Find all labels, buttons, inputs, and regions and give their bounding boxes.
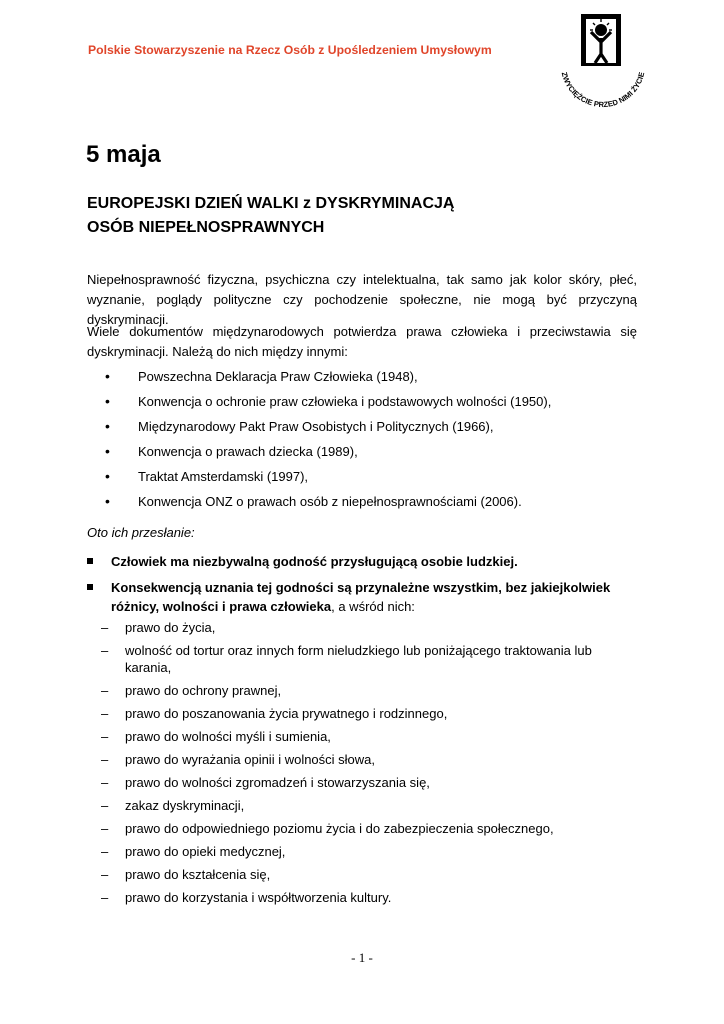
- dash-icon: –: [101, 706, 109, 721]
- document-label: Konwencja o prawach dziecka (1989),: [138, 444, 358, 459]
- right-label: prawo do wolności zgromadzeń i stowarzyszania się,: [125, 775, 430, 790]
- intro-paragraph: Niepełnosprawność fizyczna, psychiczna czy intelektualna, tak samo jak kolor skóry, płeć, wyznanie, poglądy polityczne czy pochodzenie społeczne, nie mogą być przyczyną dyskryminacji.: [87, 272, 637, 327]
- message-intro: Oto ich przesłanie:: [87, 525, 195, 540]
- dash-icon: –: [101, 798, 109, 813]
- bullet-icon: •: [105, 493, 110, 509]
- rights-list: [87, 619, 635, 912]
- list-item: [87, 619, 635, 636]
- list-item: [87, 439, 551, 464]
- bullet-icon: •: [105, 443, 110, 459]
- bullet-icon: •: [105, 393, 110, 409]
- document-label: Konwencja o ochronie praw człowieka i podstawowych wolności (1950),: [138, 394, 552, 409]
- message-text: Człowiek ma niezbywalną godność przysługującą osobie ludzkiej.: [111, 554, 518, 569]
- list-item: [87, 751, 635, 768]
- document-label: Międzynarodowy Pakt Praw Osobistych i Politycznych (1966),: [138, 419, 494, 434]
- list-item: [87, 774, 635, 791]
- svg-text:ZWYCIĘŻCIE PRZED NIMI ŻYCIE: [560, 71, 647, 109]
- square-bullet-icon: [87, 584, 93, 590]
- right-label: wolność od tortur oraz innych form nieludzkiego lub poniżającego traktowania lub karania,: [125, 643, 592, 675]
- document-label: Konwencja ONZ o prawach osób z niepełnosprawnościami (2006).: [138, 494, 522, 509]
- list-item: [87, 364, 551, 389]
- right-label: zakaz dyskryminacji,: [125, 798, 245, 813]
- dash-icon: –: [101, 821, 109, 836]
- organization-name: Polskie Stowarzyszenie na Rzecz Osób z Upośledzeniem Umysłowym: [88, 43, 492, 57]
- document-label: Traktat Amsterdamski (1997),: [138, 469, 309, 484]
- documents-list: [87, 364, 551, 514]
- documents-paragraph: Wiele dokumentów międzynarodowych potwierdza prawa człowieka i przeciwstawia się dyskryminacji. Należą do nich między innymi:: [87, 324, 637, 359]
- list-item: [87, 820, 635, 837]
- square-bullet-icon: [87, 558, 93, 564]
- right-label: prawo do odpowiedniego poziomu życia i do zabezpieczenia społecznego,: [125, 821, 554, 836]
- document-label: Powszechna Deklaracja Praw Człowieka (1948),: [138, 369, 418, 384]
- list-item: [87, 389, 551, 414]
- list-item: [87, 682, 635, 699]
- right-label: prawo do poszanowania życia prywatnego i rodzinnego,: [125, 706, 448, 721]
- message-item-rights: [87, 578, 647, 616]
- dash-icon: –: [101, 775, 109, 790]
- right-label: prawo do korzystania i współtworzenia kultury.: [125, 890, 392, 905]
- right-label: prawo do życia,: [125, 620, 216, 635]
- page-number: - 1 -: [351, 950, 373, 965]
- right-label: prawo do kształcenia się,: [125, 867, 271, 882]
- list-item: [87, 843, 635, 860]
- message-text-bold: Konsekwencją uznania tej godności są przynależne wszystkim, bez jakiejkolwiek różnicy, wolności i prawa człowieka: [111, 580, 611, 614]
- dash-icon: –: [101, 643, 109, 658]
- message-text-rest: , a wśród nich:: [331, 599, 415, 614]
- dash-icon: –: [101, 683, 109, 698]
- logo-motto: ZWYCIĘŻCIE PRZED NIMI ŻYCIE: [559, 71, 647, 110]
- list-item: [87, 728, 635, 745]
- list-item: [87, 705, 635, 722]
- list-item: [87, 642, 635, 676]
- dash-icon: –: [101, 867, 109, 882]
- list-item: [87, 489, 551, 514]
- right-label: prawo do opieki medycznej,: [125, 844, 286, 859]
- subtitle-line-1: EUROPEJSKI DZIEŃ WALKI z DYSKRYMINACJĄ: [87, 195, 455, 212]
- list-item: [87, 866, 635, 883]
- right-label: prawo do wyrażania opinii i wolności słowa,: [125, 752, 376, 767]
- list-item: [87, 414, 551, 439]
- document-subtitle: [87, 192, 454, 240]
- dash-icon: –: [101, 729, 109, 744]
- organization-logo: [553, 10, 653, 110]
- message-item-dignity: [87, 552, 647, 571]
- right-label: prawo do wolności myśli i sumienia,: [125, 729, 331, 744]
- dash-icon: –: [101, 844, 109, 859]
- bullet-icon: •: [105, 468, 110, 484]
- dash-icon: –: [101, 752, 109, 767]
- bullet-icon: •: [105, 368, 110, 384]
- list-item: [87, 797, 635, 814]
- list-item: [87, 889, 635, 906]
- bullet-icon: •: [105, 418, 110, 434]
- dash-icon: –: [101, 890, 109, 905]
- dash-icon: –: [101, 620, 109, 635]
- right-label: prawo do ochrony prawnej,: [125, 683, 282, 698]
- list-item: [87, 464, 551, 489]
- page-title: 5 maja: [86, 141, 161, 168]
- subtitle-line-2: OSÓB NIEPEŁNOSPRAWNYCH: [87, 219, 325, 236]
